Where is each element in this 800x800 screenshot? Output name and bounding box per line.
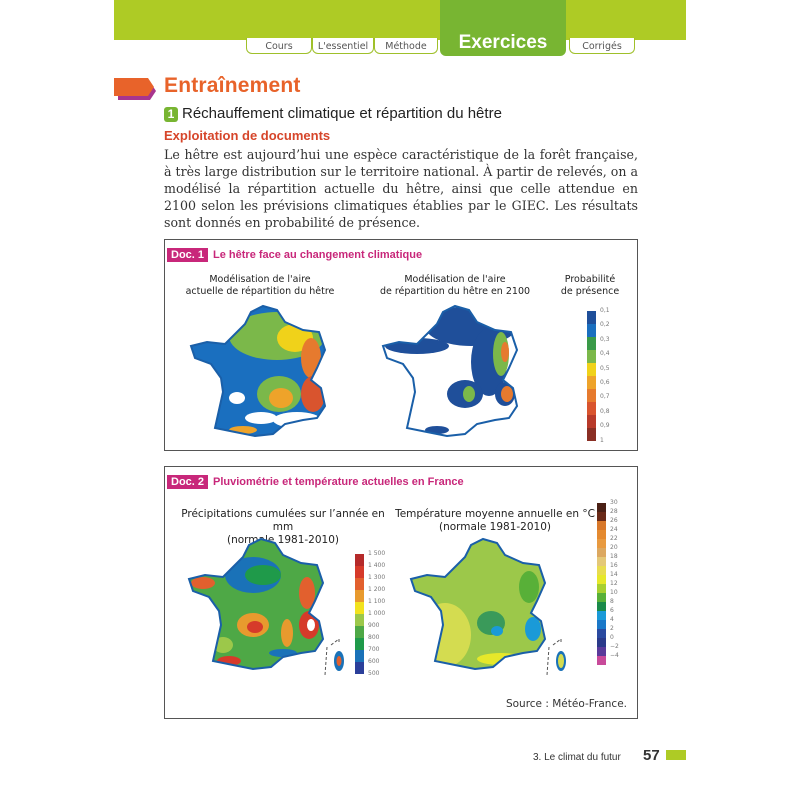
scale-segment: [355, 614, 364, 626]
scale-segment: [597, 593, 606, 602]
scale-segment: [597, 656, 606, 665]
scale-label: 8: [610, 598, 614, 605]
tab-cours[interactable]: Cours: [246, 38, 312, 54]
scale-label: 22: [610, 535, 618, 542]
scale-label: 0,3: [600, 335, 610, 343]
footer-accent-bar: [666, 750, 686, 760]
scale-label: 600: [368, 658, 380, 665]
scale-label: 26: [610, 517, 618, 524]
doc1-title: Le hêtre face au changement climatique: [213, 249, 423, 261]
caption-line: de présence: [560, 286, 620, 297]
scale-segment: [597, 521, 606, 530]
doc1-tag: Doc. 1: [167, 248, 208, 262]
scale-label: 30: [610, 499, 618, 506]
map-temperature: [405, 535, 585, 685]
scale-label: 0,5: [600, 364, 610, 372]
scale-segment: [597, 575, 606, 584]
scale-label: 0,6: [600, 379, 610, 386]
section-title: Entraînement: [164, 74, 301, 97]
scale-label: 10: [610, 589, 618, 596]
scale-segment: [587, 311, 596, 324]
scale-label: 1 100: [368, 598, 386, 605]
scale-segment: [355, 626, 364, 638]
caption-line: de répartition du hêtre en 2100: [379, 286, 531, 297]
scale-label: 1: [600, 436, 604, 444]
scale-segment: [355, 566, 364, 578]
exercise-number-badge: 1: [164, 107, 178, 122]
scale-label: 0,4: [600, 350, 610, 358]
scale-segment: [587, 324, 596, 337]
scale-label: 0,9: [600, 422, 610, 430]
scale-segment: [587, 337, 596, 350]
scale-label: 800: [368, 634, 380, 641]
scale-label: 0,1: [600, 307, 610, 314]
scale-label: 0,2: [600, 321, 610, 329]
doc1-legend-title: [550, 274, 630, 298]
scale-bar: [597, 503, 606, 665]
scale-label: 500: [368, 670, 380, 677]
scale-segment: [587, 363, 596, 376]
scale-label: −4: [610, 652, 619, 659]
scale-segment: [355, 590, 364, 602]
scale-label: 2: [610, 625, 614, 632]
doc2-title: Pluviométrie et température actuelles en France: [213, 476, 464, 488]
map-precipitation: [183, 535, 353, 685]
scale-label: 700: [368, 646, 380, 653]
caption-line: Probabilité: [564, 274, 616, 285]
scale-segment: [597, 548, 606, 557]
scale-label: 1 400: [368, 562, 386, 569]
scale-label: 28: [610, 508, 618, 515]
scale-segment: [597, 557, 606, 566]
scale-label: 1 300: [368, 574, 386, 581]
scale-segment: [587, 402, 596, 415]
scale-segment: [355, 578, 364, 590]
exercise-title: Réchauffement climatique et répartition du hêtre: [182, 105, 502, 122]
doc1-frame: [164, 239, 638, 451]
caption-line: actuelle de répartition du hêtre: [185, 286, 335, 297]
scale-segment: [597, 629, 606, 638]
header-band: [114, 0, 686, 40]
scale-segment: [355, 554, 364, 566]
scale-label: 0,7: [600, 393, 610, 401]
caption-line: Température moyenne annuelle en °C: [395, 508, 595, 520]
scale-segment: [355, 602, 364, 614]
scale-label: −2: [610, 643, 619, 650]
scale-segment: [587, 415, 596, 428]
intro-paragraph: Le hêtre est aujourd’hui une espèce caractéristique de la forêt française, à très large distribution sur le territoire national. À partir de relevés, on a modélisé la répartition actuelle du hêtre, ainsi que celle attendue en 2100 selon les prévisions climatiques établies par le GIEC. Les résultats sont donnés en probabilité de présence.: [164, 147, 638, 230]
scale-segment: [597, 602, 606, 611]
scale-label: 4: [610, 616, 614, 623]
caption-line: (normale 1981-2010): [438, 521, 551, 533]
scale-segment: [597, 584, 606, 593]
scale-segment: [587, 428, 596, 441]
scale-segment: [587, 389, 596, 402]
scale-segment: [597, 647, 606, 656]
tab-exercices[interactable]: Exercices: [440, 0, 566, 56]
tab-corriges[interactable]: Corrigés: [569, 38, 635, 54]
tab-methode[interactable]: Méthode: [374, 38, 438, 54]
caption-line: Modélisation de l'aire: [209, 274, 311, 285]
scale-segment: [597, 503, 606, 512]
scale-segment: [597, 620, 606, 629]
doc2-frame: [164, 466, 638, 719]
scale-label: 12: [610, 580, 618, 587]
scale-segment: [597, 512, 606, 521]
scale-label: 0,8: [600, 407, 610, 415]
doc2-tag: Doc. 2: [167, 475, 208, 489]
caption-line: (normale 1981-2010): [226, 534, 339, 546]
scale-label: 900: [368, 622, 380, 629]
scale-label: 16: [610, 562, 618, 569]
scale-label: 24: [610, 526, 618, 533]
doc1-map-left-caption: [175, 274, 345, 298]
scale-segment: [587, 376, 596, 389]
scale-segment: [597, 566, 606, 575]
scale-segment: [597, 530, 606, 539]
exercise-subtitle: Exploitation de documents: [164, 128, 331, 143]
scale-label: 20: [610, 544, 618, 551]
scale-label: 1 500: [368, 550, 386, 557]
footer-chapter: 3. Le climat du futur: [533, 752, 621, 763]
scale-segment: [597, 611, 606, 620]
tab-essentiel[interactable]: L'essentiel: [312, 38, 374, 54]
scale-label: 1 000: [368, 610, 386, 617]
scale-label: 0: [610, 634, 614, 641]
scale-label: 1 200: [368, 586, 386, 593]
source-credit: Source : Météo-France.: [505, 698, 627, 710]
page-number: 57: [643, 747, 660, 764]
doc1-map-right-caption: [370, 274, 540, 298]
scale-segment: [587, 350, 596, 363]
scale-segment: [355, 638, 364, 650]
map-beech-current: [185, 302, 355, 442]
scale-label: 14: [610, 571, 618, 578]
scale-segment: [597, 638, 606, 647]
arrow-right-icon: [114, 77, 158, 101]
scale-bar: [355, 554, 364, 674]
caption-line: Modélisation de l'aire: [404, 274, 506, 285]
doc2-header: [167, 475, 464, 489]
scale-segment: [355, 650, 364, 662]
scale-label: 18: [610, 553, 618, 560]
scale-segment: [597, 539, 606, 548]
scale-bar: [587, 311, 596, 441]
doc2-map-right-caption: [395, 508, 595, 534]
scale-label: 6: [610, 607, 614, 614]
doc1-header: [167, 248, 422, 262]
map-beech-2100: [377, 302, 547, 442]
caption-line: Précipitations cumulées sur l’année en mm: [181, 508, 385, 533]
scale-segment: [355, 662, 364, 674]
